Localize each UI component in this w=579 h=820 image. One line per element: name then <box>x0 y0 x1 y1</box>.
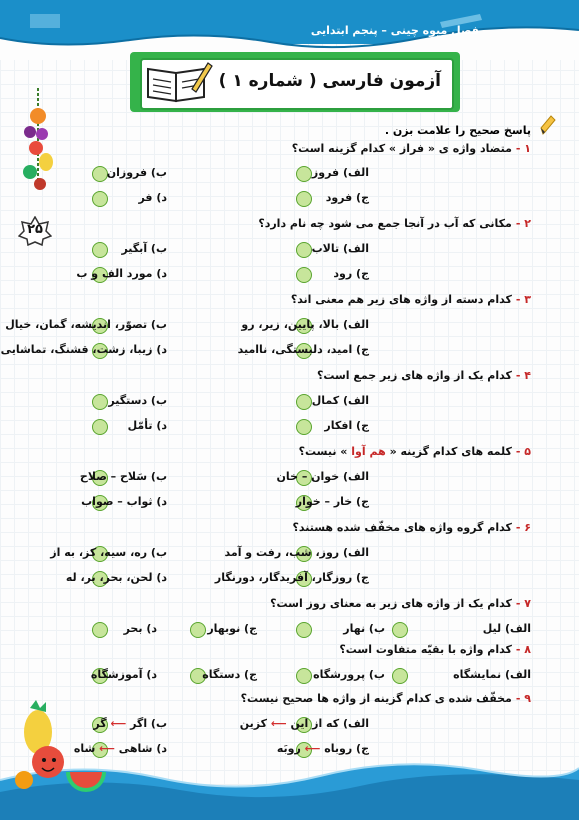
arrow-left-icon: ⟵ <box>110 717 127 730</box>
question-text: کدام گروه واژه های مخفّف شده هستند؟ <box>292 521 512 534</box>
option-label: ب) فروزان <box>106 166 167 179</box>
option-word: گر <box>93 717 107 730</box>
option-radio[interactable] <box>296 419 312 435</box>
question-text: » نیست؟ <box>298 445 348 458</box>
option-label: د) فر <box>138 191 167 204</box>
page-title: آزمون فارسی ( شماره ۱ ) <box>218 71 441 91</box>
option-label: الف) لیل <box>482 622 531 635</box>
option-word: د) شاهی <box>118 742 167 755</box>
option-label: ب) نهار <box>343 622 385 635</box>
question-number: ۸ - <box>515 643 531 656</box>
option-label: ب) آبگیر <box>121 242 167 255</box>
option-label: الف) خوان – خان <box>276 470 369 483</box>
question-text: کلمه های کدام گزینه « <box>389 445 512 458</box>
question-text: مخفّف شده ی کدام گزینه از واژه ها صحیح نیست؟ <box>240 692 512 705</box>
question-number: ۲ - <box>515 217 531 230</box>
header-subtitle: فصل میوه چینی – پنجم ابتدایی <box>310 24 479 37</box>
option-label: ج) نوبهار <box>207 622 257 635</box>
option-radio[interactable] <box>392 622 408 638</box>
question-number: ۹ - <box>515 692 531 705</box>
arrow-left-icon: ⟵ <box>270 717 287 730</box>
option-label: ج) دستگاه <box>202 668 257 681</box>
instruction-text: پاسخ صحیح را علامت بزن . <box>384 124 531 137</box>
option-radio[interactable] <box>92 419 108 435</box>
option-radio[interactable] <box>92 242 108 258</box>
option-radio[interactable] <box>190 622 206 638</box>
question-number: ۴ - <box>515 369 531 382</box>
question-text: کدام دسته از واژه های زیر هم معنی اند؟ <box>290 293 512 306</box>
option-label: الف) تالاب <box>311 242 369 255</box>
option-label <box>240 715 369 733</box>
option-label: ج) خار – خوار <box>295 495 369 508</box>
option-radio[interactable] <box>92 166 108 182</box>
option-radio[interactable] <box>296 267 312 283</box>
option-label: الف) نمایشگاه <box>453 668 531 681</box>
option-label: د) آموزشگاه <box>90 668 157 681</box>
option-radio[interactable] <box>296 622 312 638</box>
option-radio[interactable] <box>92 191 108 207</box>
option-label: الف) روز، شب، رفت و آمد <box>224 546 369 559</box>
question-highlight: هم آوا <box>351 445 386 458</box>
question-text: کدام یک از واژه های زیر به معنای روز است؟ <box>270 597 512 610</box>
open-book-icon <box>142 59 214 105</box>
option-radio[interactable] <box>92 394 108 410</box>
question-4 <box>317 369 531 382</box>
option-label: د) بحر <box>123 622 157 635</box>
question-9 <box>241 692 531 705</box>
option-radio[interactable] <box>296 668 312 684</box>
fruit-characters-icon <box>10 700 110 810</box>
option-label: الف) فروز <box>311 166 369 179</box>
arrow-left-icon: ⟵ <box>99 742 115 755</box>
option-word: روبَه <box>276 742 301 755</box>
option-radio[interactable] <box>392 668 408 684</box>
page-number-badge <box>18 216 52 246</box>
option-label: الف) کمال <box>311 394 369 407</box>
option-label: ج) افکار <box>324 419 369 432</box>
question-number: ۷ - <box>515 597 531 610</box>
arrow-left-icon: ⟵ <box>304 742 321 755</box>
option-word: کزین <box>239 717 268 730</box>
option-label: د) لحن، بحر، بر، له <box>65 571 167 584</box>
option-radio[interactable] <box>296 394 312 410</box>
option-word: شاه <box>73 742 96 755</box>
option-word: الف) که از این <box>290 717 369 730</box>
option-radio[interactable] <box>296 166 312 182</box>
option-label: الف) بالا، پایین، زیر، رو <box>241 318 369 331</box>
option-label: ج) فرود <box>325 191 369 204</box>
option-label: ج) روزگار، آفریدگار، دورنگار <box>214 571 369 584</box>
option-label: ب) دستگیر <box>108 394 167 407</box>
option-radio[interactable] <box>296 191 312 207</box>
question-number: ۱ - <box>515 142 531 155</box>
question-text: کدام واژه با بقیّه متفاوت است؟ <box>339 643 512 656</box>
header-wave <box>0 0 579 60</box>
page-number: ۲۵ <box>27 222 43 237</box>
option-label: ب) سَلاح – صلاح <box>79 470 167 483</box>
option-label: ب) ره، سیه، کز، به از <box>50 546 167 559</box>
pencil-icon <box>539 114 557 136</box>
option-label: د) تأمّل <box>127 419 167 432</box>
option-label: د) مورد الف و ب <box>76 267 167 280</box>
question-text: مکانی که آب در آنجا جمع می شود چه نام دارد؟ <box>258 217 512 230</box>
option-word: ب) اگر <box>130 717 167 730</box>
question-number: ۵ - <box>515 445 531 458</box>
option-label: ج) رود <box>333 267 369 280</box>
option-label: ب) تصوّر، اندیشه، گمان، خیال <box>5 318 167 331</box>
question-3 <box>291 293 531 306</box>
question-7 <box>270 597 531 610</box>
option-radio[interactable] <box>92 622 108 638</box>
option-label: د) زیبا، زشت، قشنگ، تماشایی <box>0 343 167 356</box>
fruit-vine-icon <box>16 88 60 198</box>
option-label: ب) پرورشگاه <box>313 668 385 681</box>
question-2 <box>258 217 531 230</box>
question-6 <box>293 521 532 534</box>
question-1 <box>292 142 531 155</box>
question-number: ۶ - <box>515 521 531 534</box>
option-radio[interactable] <box>296 242 312 258</box>
question-8 <box>339 643 531 656</box>
option-word: ج) روباه <box>324 742 369 755</box>
question-5 <box>299 445 531 458</box>
option-label: د) ثواب – صواب <box>81 495 167 508</box>
question-number: ۳ - <box>515 293 531 306</box>
question-text: متضاد واژه ی « فراز » کدام گزینه است؟ <box>291 142 512 155</box>
question-text: کدام یک از واژه های زیر جمع است؟ <box>316 369 512 382</box>
option-label: ج) امید، دلبستگی، ناامید <box>237 343 369 356</box>
